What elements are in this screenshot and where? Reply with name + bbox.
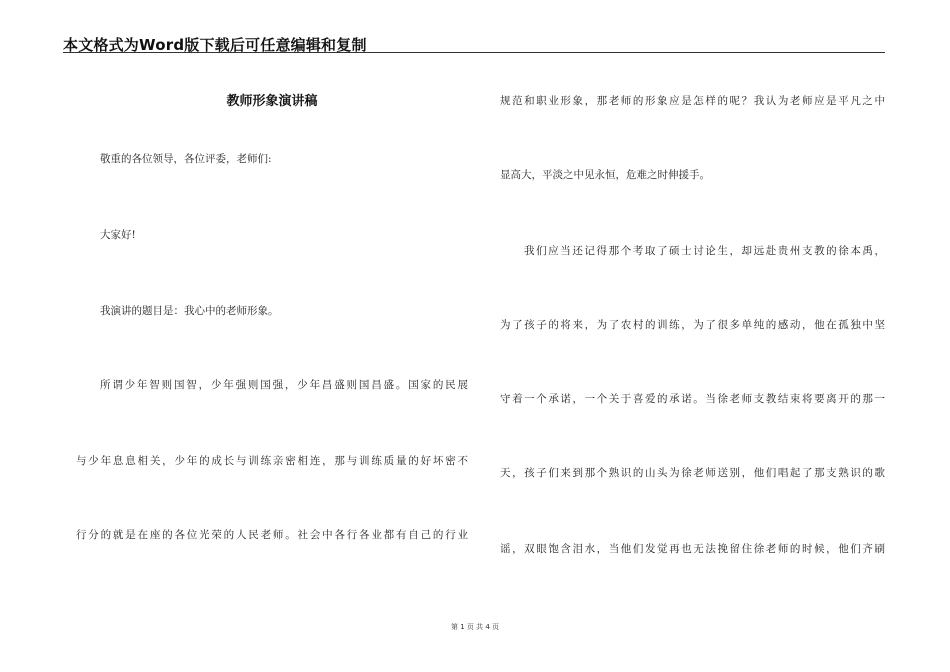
paragraph-salutation: 敬重的各位领导，各位评委，老师们: [100, 153, 272, 165]
paragraph-line: 行分的就是在座的各位光荣的人民老师。社会中各行各业都有自己的行业 [76, 529, 468, 541]
page-number-footer: 第 1 页 共 4 页 [450, 623, 500, 631]
paragraph-greeting: 大家好! [100, 229, 136, 241]
paragraph-line: 为了孩子的将来，为了农村的训练，为了很多单纯的感动，他在孤独中坚 [500, 319, 885, 331]
document-title: 教师形象演讲稿 [226, 94, 318, 109]
download-banner-text: 本文格式为Word版下载后可任意编辑和复制 [63, 36, 367, 54]
paragraph-line: 谣，双眼饱含泪水，当他们发觉再也无法挽留住徐老师的时候，他们齐刷 [500, 543, 885, 555]
paragraph-line: 规范和职业形象，那老师的形象应是怎样的呢？我认为老师应是平凡之中 [500, 95, 885, 107]
paragraph-line: 与少年息息相关，少年的成长与训练亲密相连，那与训练质量的好坏密不 [76, 455, 468, 467]
paragraph-line: 所谓少年智则国智，少年强则国强，少年昌盛则国昌盛。国家的民展 [100, 379, 468, 391]
paragraph-line: 显高大，平淡之中见永恒，危难之时伸援手。 [500, 169, 710, 181]
paragraph-line: 我们应当还记得那个考取了硕士讨论生，却远赴贵州支教的徐本禹， [524, 245, 885, 257]
paragraph-line: 天，孩子们来到那个熟识的山头为徐老师送别，他们唱起了那支熟识的歌 [500, 467, 885, 479]
paragraph-line: 守着一个承诺，一个关于喜爱的承诺。当徐老师支教结束将要离开的那一 [500, 393, 885, 405]
paragraph-topic: 我演讲的题目是：我心中的老师形象。 [100, 305, 279, 317]
banner-divider [63, 52, 885, 53]
